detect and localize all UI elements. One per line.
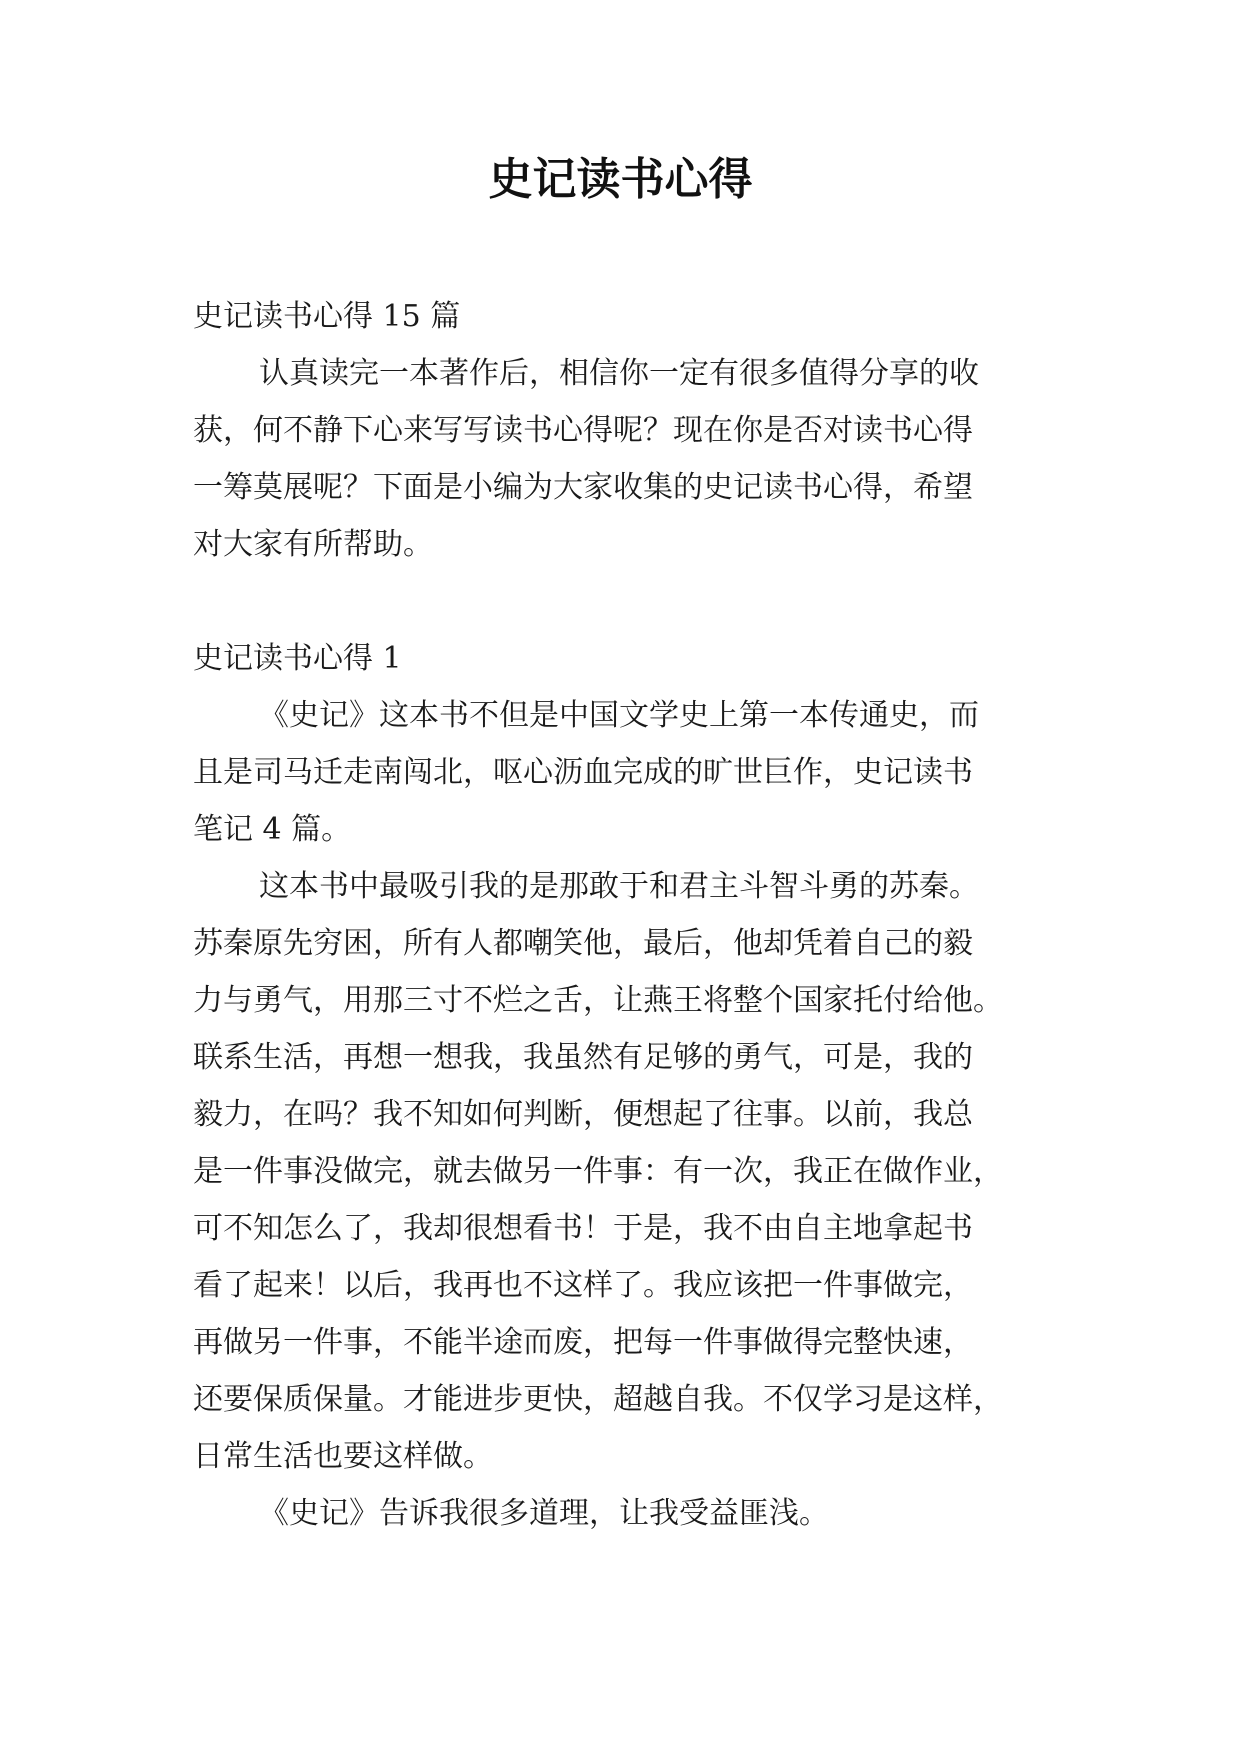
section-spacer <box>193 573 1053 630</box>
paragraph-line: 看了起来！以后，我再也不这样了。我应该把一件事做完， <box>193 1268 973 1303</box>
paragraph-line: 《史记》告诉我很多道理，让我受益匪浅。 <box>259 1496 829 1531</box>
paragraph-line: 这本书中最吸引我的是那敢于和君主斗智斗勇的苏秦。 <box>259 869 979 904</box>
paragraph-line: 获，何不静下心来写写读书心得呢？现在你是否对读书心得 <box>193 413 973 448</box>
paragraph-line: 力与勇气，用那三寸不烂之舌，让燕王将整个国家托付给他。 <box>193 983 1003 1018</box>
paragraph-line: 再做另一件事，不能半途而废，把每一件事做得完整快速， <box>193 1325 973 1360</box>
paragraph-line: 且是司马迁走南闯北，呕心沥血完成的旷世巨作，史记读书 <box>193 755 973 790</box>
paragraph-line: 是一件事没做完，就去做另一件事：有一次，我正在做作业， <box>193 1154 1003 1189</box>
section1-paragraph-2 <box>193 858 1053 1485</box>
paragraph-line: 一筹莫展呢？下面是小编为大家收集的史记读书心得，希望 <box>193 470 973 505</box>
paragraph-line: 认真读完一本著作后，相信你一定有很多值得分享的收 <box>259 356 979 391</box>
intro-paragraph <box>193 345 1053 573</box>
paragraph-line: 笔记 4 篇。 <box>193 812 352 847</box>
paragraph-line: 苏秦原先穷困，所有人都嘲笑他，最后，他却凭着自己的毅 <box>193 926 973 961</box>
paragraph-line: 可不知怎么了，我却很想看书！于是，我不由自主地拿起书 <box>193 1211 973 1246</box>
paragraph-line: 对大家有所帮助。 <box>193 527 433 562</box>
paragraph-line: 联系生活，再想一想我，我虽然有足够的勇气，可是，我的 <box>193 1040 973 1075</box>
intro-heading: 史记读书心得 15 篇 <box>193 299 461 334</box>
section1-paragraph-1 <box>193 687 1053 858</box>
paragraph-line: 还要保质保量。才能进步更快，超越自我。不仅学习是这样， <box>193 1382 1003 1417</box>
paragraph-line: 《史记》这本书不但是中国文学史上第一本传通史，而 <box>259 698 979 733</box>
document-body <box>193 288 1053 1542</box>
paragraph-line: 日常生活也要这样做。 <box>193 1439 493 1474</box>
document-title: 史记读书心得 <box>488 154 753 205</box>
section1-paragraph-3 <box>193 1485 1053 1542</box>
paragraph-line: 毅力，在吗？我不知如何判断，便想起了往事。以前，我总 <box>193 1097 973 1132</box>
section-heading: 史记读书心得 1 <box>193 641 402 676</box>
